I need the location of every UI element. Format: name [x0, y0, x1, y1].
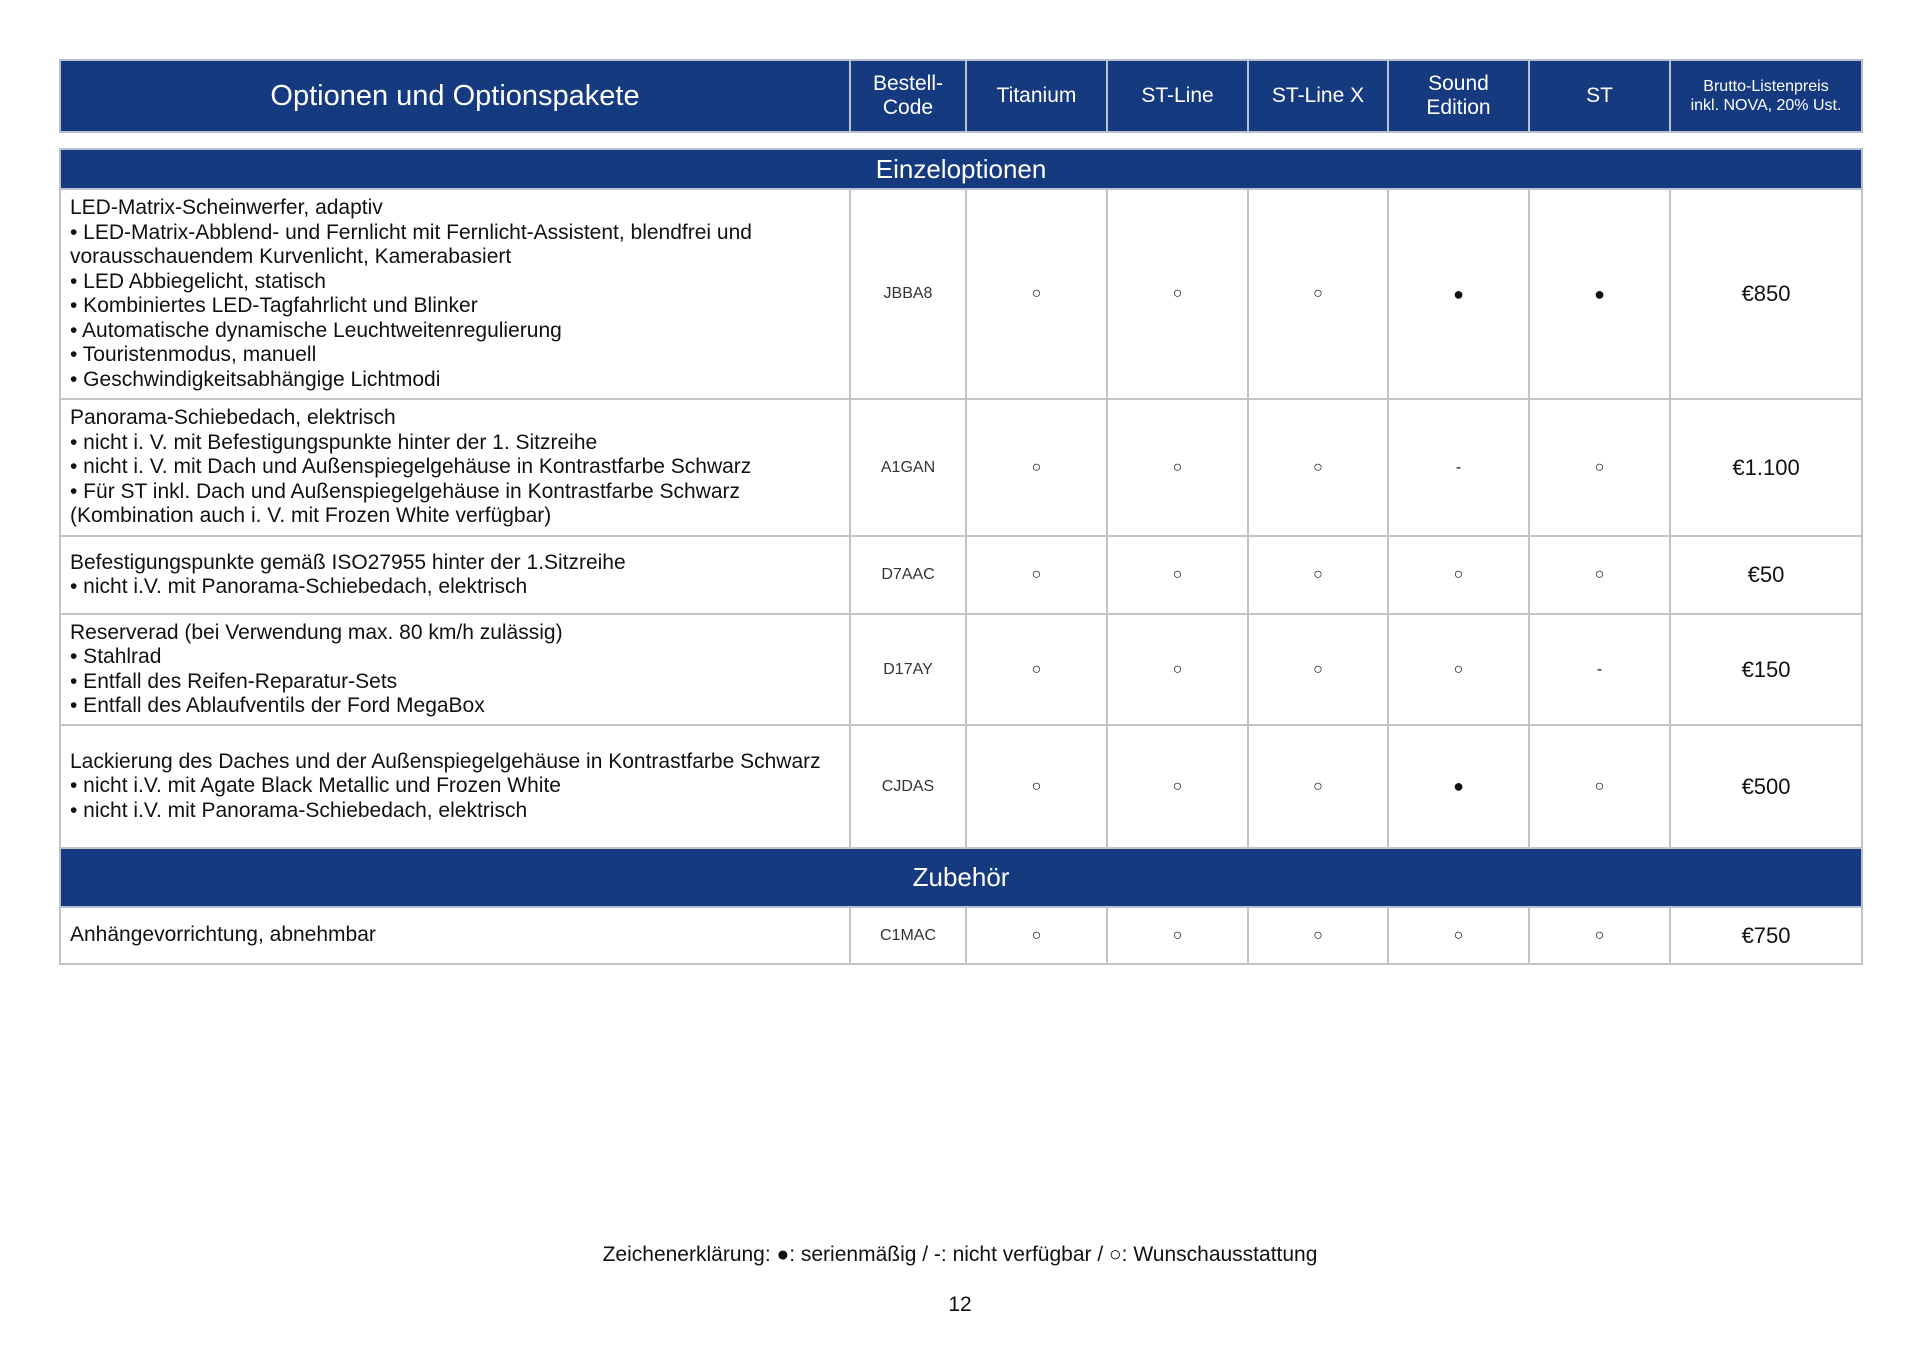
- standard-mark: ●: [1529, 189, 1670, 399]
- optional-mark: ○: [1107, 536, 1248, 614]
- col-titanium: Titanium: [966, 60, 1107, 132]
- optional-mark: ○: [1388, 536, 1529, 614]
- symbol-legend: Zeichenerklärung: ●: serienmäßig / -: nicht verfügbar / ○: Wunschausstattung: [602, 1243, 1318, 1266]
- table-row: [60, 399, 1862, 536]
- unavailable-mark: -: [1388, 399, 1529, 536]
- option-name: Befestigungspunkte gemäß ISO27955 hinter der 1.Sitzreihe: [70, 550, 626, 574]
- option-description: [60, 399, 850, 536]
- col-st-line: ST-Line: [1107, 60, 1248, 132]
- col-sound-edition: Sound Edition: [1388, 60, 1529, 132]
- optional-mark: ○: [1248, 399, 1388, 536]
- optional-mark: ○: [1107, 725, 1248, 848]
- order-code: JBBA8: [850, 189, 966, 399]
- section-band: [60, 149, 1862, 189]
- options-table-header: [59, 59, 1863, 133]
- option-detail: • nicht i.V. mit Panorama-Schiebedach, elektrisch: [70, 798, 528, 822]
- unavailable-mark: -: [1529, 614, 1670, 725]
- standard-mark: ●: [1388, 189, 1529, 399]
- standard-mark: ●: [1388, 725, 1529, 848]
- page-number: 12: [948, 1293, 972, 1316]
- option-price: €1.100: [1670, 399, 1862, 536]
- table-row: [60, 907, 1862, 964]
- option-detail: • LED Abbiegelicht, statisch: [70, 269, 326, 293]
- order-code: D17AY: [850, 614, 966, 725]
- optional-mark: ○: [1107, 614, 1248, 725]
- optional-mark: ○: [1107, 189, 1248, 399]
- col-st: ST: [1529, 60, 1670, 132]
- col-price: Brutto-Listenpreis inkl. NOVA, 20% Ust.: [1670, 60, 1862, 132]
- table-row: [60, 614, 1862, 725]
- optional-mark: ○: [1388, 614, 1529, 725]
- optional-mark: ○: [1107, 907, 1248, 964]
- option-detail: • LED-Matrix-Abblend- und Fernlicht mit Fernlicht-Assistent, blendfrei und vorausschauendem Kurvenlicht, Kamerabasiert: [70, 220, 752, 268]
- table-title: Optionen und Optionspakete: [60, 60, 850, 132]
- options-table: [59, 148, 1863, 965]
- option-detail: • Geschwindigkeitsabhängige Lichtmodi: [70, 367, 441, 391]
- optional-mark: ○: [1248, 614, 1388, 725]
- option-detail: • nicht i. V. mit Befestigungspunkte hinter der 1. Sitzreihe: [70, 430, 598, 454]
- table-row: [60, 725, 1862, 848]
- option-price: €150: [1670, 614, 1862, 725]
- optional-mark: ○: [1248, 907, 1388, 964]
- option-description: [60, 907, 850, 964]
- optional-mark: ○: [966, 907, 1107, 964]
- option-description: [60, 614, 850, 725]
- option-detail: • nicht i.V. mit Panorama-Schiebedach, elektrisch: [70, 575, 528, 598]
- option-description: [60, 189, 850, 399]
- option-name: LED-Matrix-Scheinwerfer, adaptiv: [70, 196, 383, 219]
- order-code: A1GAN: [850, 399, 966, 536]
- option-detail: • nicht i. V. mit Dach und Außenspiegelgehäuse in Kontrastfarbe Schwarz: [70, 455, 752, 479]
- option-price: €500: [1670, 725, 1862, 848]
- option-detail: • Entfall des Ablaufventils der Ford MegaBox: [70, 694, 485, 717]
- optional-mark: ○: [966, 725, 1107, 848]
- option-detail: • Automatische dynamische Leuchtweitenregulierung: [70, 318, 562, 342]
- option-name: Anhängevorrichtung, abnehmbar: [70, 923, 376, 947]
- option-detail: • Entfall des Reifen-Reparatur-Sets: [70, 669, 398, 693]
- optional-mark: ○: [1388, 907, 1529, 964]
- section-title: Zubehör: [60, 848, 1862, 907]
- optional-mark: ○: [1248, 189, 1388, 399]
- order-code: D7AAC: [850, 536, 966, 614]
- option-price: €850: [1670, 189, 1862, 399]
- table-row: [60, 536, 1862, 614]
- optional-mark: ○: [966, 399, 1107, 536]
- order-code: CJDAS: [850, 725, 966, 848]
- optional-mark: ○: [1107, 399, 1248, 536]
- order-code: C1MAC: [850, 907, 966, 964]
- optional-mark: ○: [1529, 725, 1670, 848]
- option-name: Lackierung des Daches und der Außenspiegelgehäuse in Kontrastfarbe Schwarz: [70, 749, 821, 773]
- optional-mark: ○: [966, 536, 1107, 614]
- optional-mark: ○: [1248, 725, 1388, 848]
- option-name: Reserverad (bei Verwendung max. 80 km/h zulässig): [70, 620, 563, 644]
- option-price: €50: [1670, 536, 1862, 614]
- optional-mark: ○: [966, 614, 1107, 725]
- optional-mark: ○: [966, 189, 1107, 399]
- col-st-line-x: ST-Line X: [1248, 60, 1388, 132]
- option-detail: • Kombiniertes LED-Tagfahrlicht und Blinker: [70, 294, 478, 317]
- option-detail: • Stahlrad: [70, 645, 162, 668]
- section-band: [60, 848, 1862, 907]
- optional-mark: ○: [1248, 536, 1388, 614]
- optional-mark: ○: [1529, 399, 1670, 536]
- section-title: Einzeloptionen: [60, 149, 1862, 189]
- option-detail: • nicht i.V. mit Agate Black Metallic und Frozen White: [70, 774, 561, 798]
- optional-mark: ○: [1529, 536, 1670, 614]
- option-price: €750: [1670, 907, 1862, 964]
- col-order-code: Bestell- Code: [850, 60, 966, 132]
- table-row: [60, 189, 1862, 399]
- optional-mark: ○: [1529, 907, 1670, 964]
- option-description: [60, 725, 850, 848]
- option-detail: • Touristenmodus, manuell: [70, 343, 317, 366]
- option-detail: • Für ST inkl. Dach und Außenspiegelgehäuse in Kontrastfarbe Schwarz (Kombination auch i. V. mit Frozen White verfügbar): [70, 479, 741, 528]
- option-name: Panorama-Schiebedach, elektrisch: [70, 406, 396, 430]
- option-description: [60, 536, 850, 614]
